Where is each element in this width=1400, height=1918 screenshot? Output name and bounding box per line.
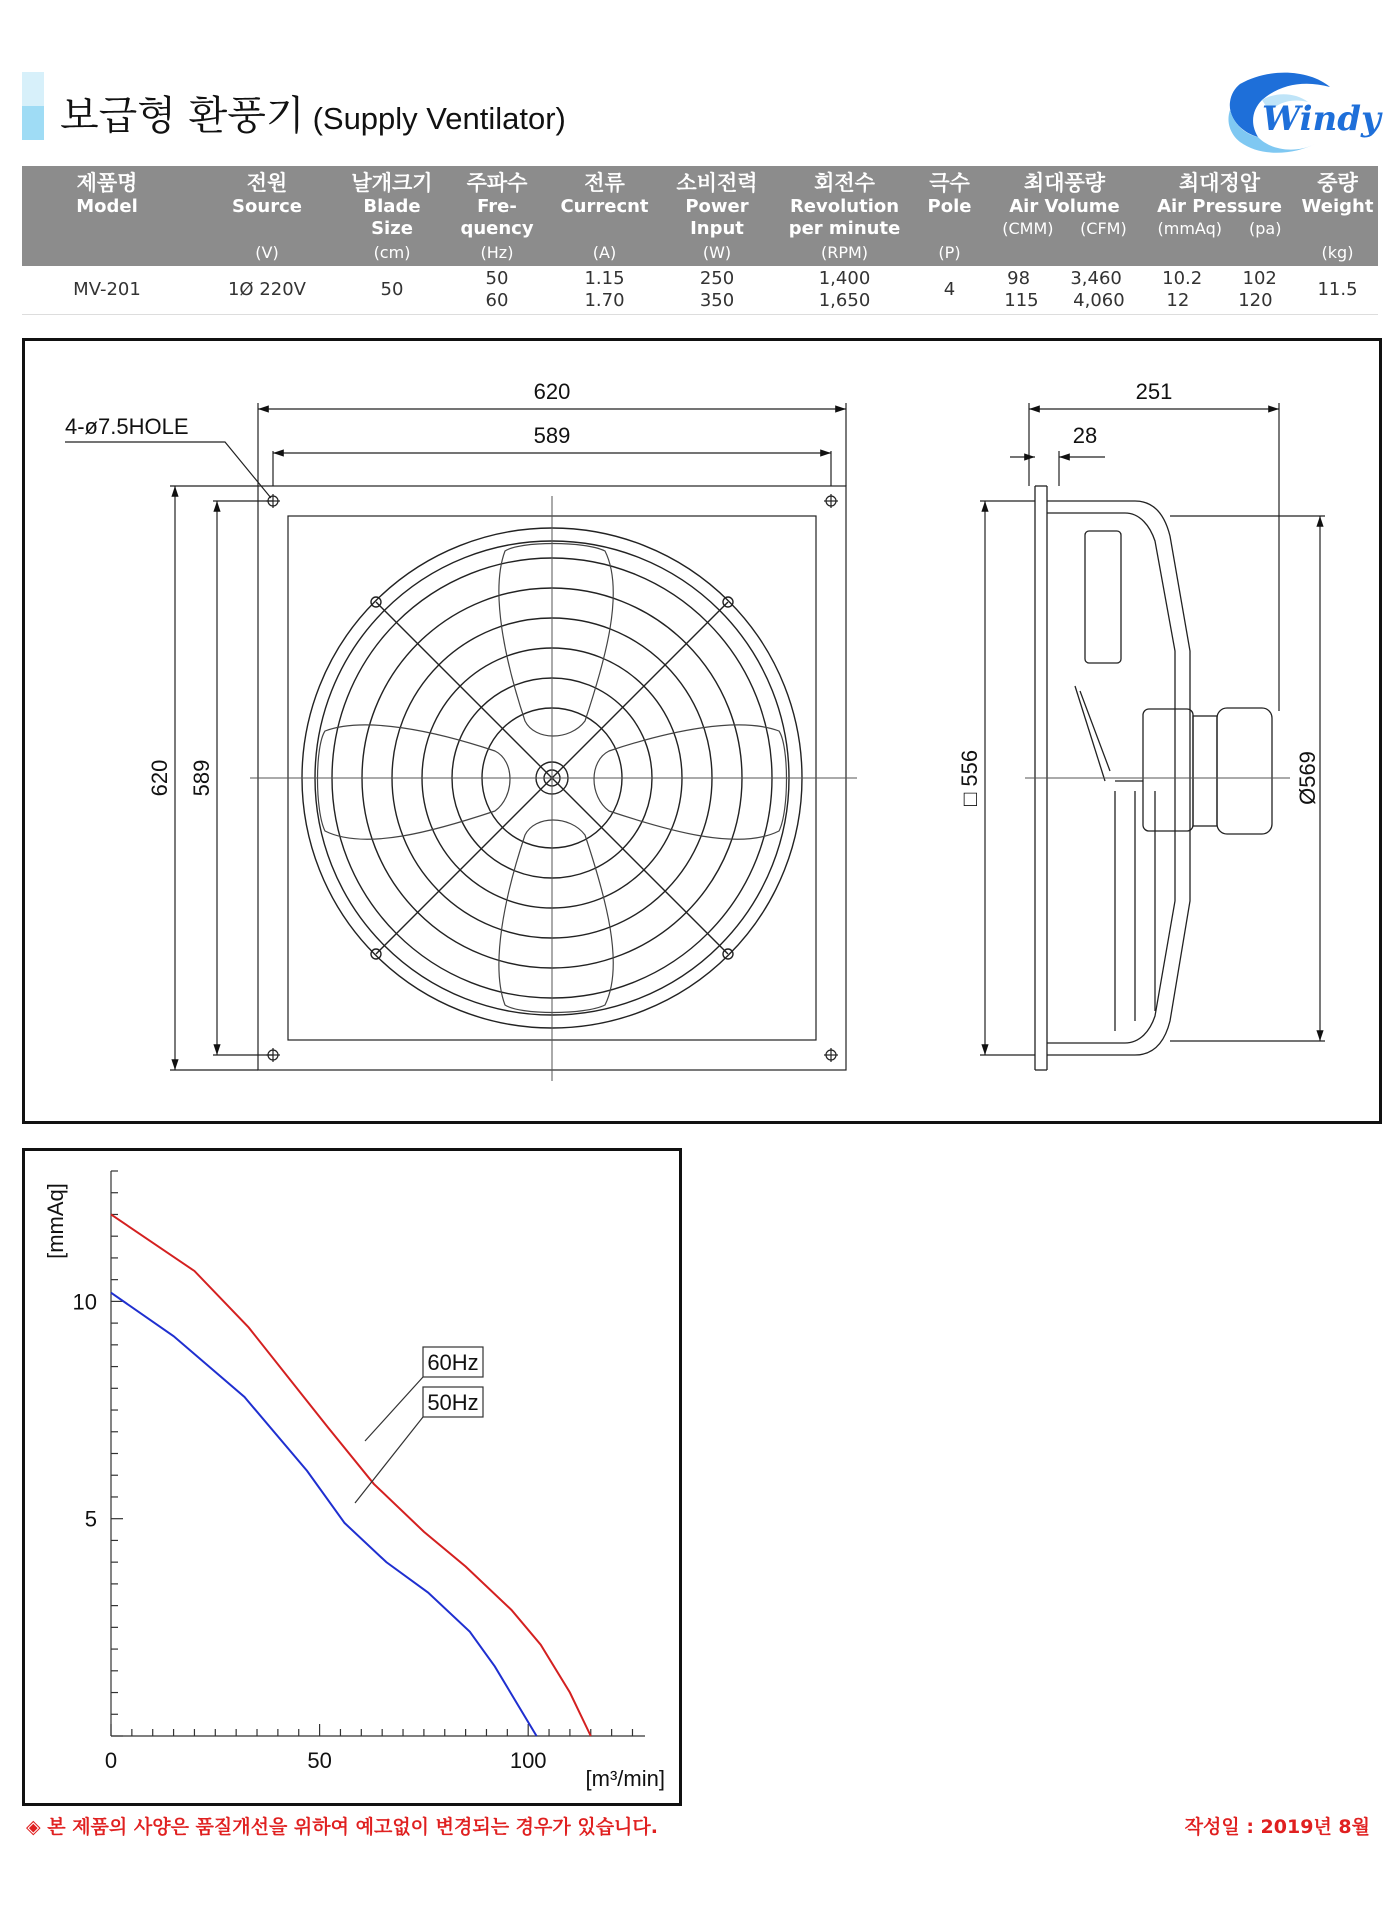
legend-60hz <box>423 1347 483 1377</box>
technical-drawing-panel <box>22 338 1382 1124</box>
cell-frequency: 50 60 <box>442 266 552 315</box>
dim-label-556: □ 556 <box>957 749 982 807</box>
hole-leader <box>65 442 271 498</box>
spec-header-row <box>22 166 1378 266</box>
y-axis-label: [mmAq] <box>43 1183 68 1259</box>
legend-50hz-label: 50Hz <box>427 1390 479 1415</box>
cell-weight: 11.5 <box>1297 266 1378 315</box>
legend-50hz <box>423 1387 483 1417</box>
cell-rpm: 1,400 1,650 <box>777 266 912 315</box>
title-english: (Supply Ventilator) <box>312 101 566 136</box>
y-tick-label: 5 <box>84 1506 97 1532</box>
page-title <box>60 84 566 141</box>
dim-label-28: 28 <box>1072 423 1098 448</box>
col-current: 전류 Currecnt (A) <box>552 166 657 266</box>
cell-model: MV-201 <box>22 266 192 315</box>
footer-date: 작성일 : 2019년 8월 <box>1184 1816 1370 1838</box>
dim-label-589-left: 589 <box>189 759 214 797</box>
cell-pole: 4 <box>912 266 987 315</box>
col-power: 소비전력 Power Input (W) <box>657 166 777 266</box>
dim-label-251: 251 <box>1135 379 1173 404</box>
performance-chart-panel <box>22 1148 682 1806</box>
col-air-volume: 최대풍량 Air Volume (CMM) (CFM) <box>987 166 1142 266</box>
dim-label-569: Ø569 <box>1295 751 1320 805</box>
legend-60hz-leader <box>365 1377 423 1441</box>
legend-50hz-leader <box>355 1417 423 1503</box>
cell-blade: 50 <box>342 266 442 315</box>
hole-label: 4-ø7.5HOLE <box>65 414 189 439</box>
cell-air-volume: 98 3,460 115 4,060 <box>987 266 1142 315</box>
front-center-lines <box>250 496 857 1081</box>
series-line-60hz <box>111 1214 591 1736</box>
cell-source: 1Ø 220V <box>192 266 342 315</box>
dim-label-589-top: 589 <box>533 423 571 448</box>
x-tick-label: 50 <box>307 1748 332 1773</box>
dim-label-620-top: 620 <box>533 379 571 404</box>
technical-drawing <box>25 341 1379 1121</box>
x-tick-label: 0 <box>104 1748 118 1773</box>
svg-text:Windy: Windy <box>1262 99 1381 139</box>
col-rpm: 회전수 Revolution per minute (RPM) <box>777 166 912 266</box>
col-frequency: 주파수 Fre- quency (Hz) <box>442 166 552 266</box>
page-header <box>0 0 1400 160</box>
col-air-pressure: 최대정압 Air Pressure (mmAq) (pa) <box>1142 166 1297 266</box>
col-source: 전원 Source (V) <box>192 166 342 266</box>
y-tick-label: 10 <box>72 1289 97 1315</box>
spec-table <box>22 166 1378 315</box>
windy-logo <box>1200 62 1390 162</box>
legend-60hz-label: 60Hz <box>427 1350 479 1375</box>
x-axis-label: [m³/min] <box>585 1766 665 1791</box>
performance-chart <box>25 1151 679 1803</box>
cell-power: 250 350 <box>657 266 777 315</box>
footer-disclaimer: ◈ 본 제품의 사양은 품질개선을 위하여 예고없이 변경되는 경우가 있습니다. <box>26 1816 658 1838</box>
x-tick-label: 100 <box>509 1748 547 1773</box>
spec-data-row <box>22 266 1378 315</box>
col-weight: 중량 Weight (kg) <box>1297 166 1378 266</box>
title-accent-bar <box>22 72 44 140</box>
col-model: 제품명 Model <box>22 166 192 266</box>
dim-label-620-left: 620 <box>147 759 172 797</box>
col-pole: 극수 Pole (P) <box>912 166 987 266</box>
cell-current: 1.15 1.70 <box>552 266 657 315</box>
cell-air-pressure: 10.2 102 12 120 <box>1142 266 1297 315</box>
col-blade: 날개크기 Blade Size (cm) <box>342 166 442 266</box>
title-korean: 보급형 환풍기 <box>60 93 305 139</box>
